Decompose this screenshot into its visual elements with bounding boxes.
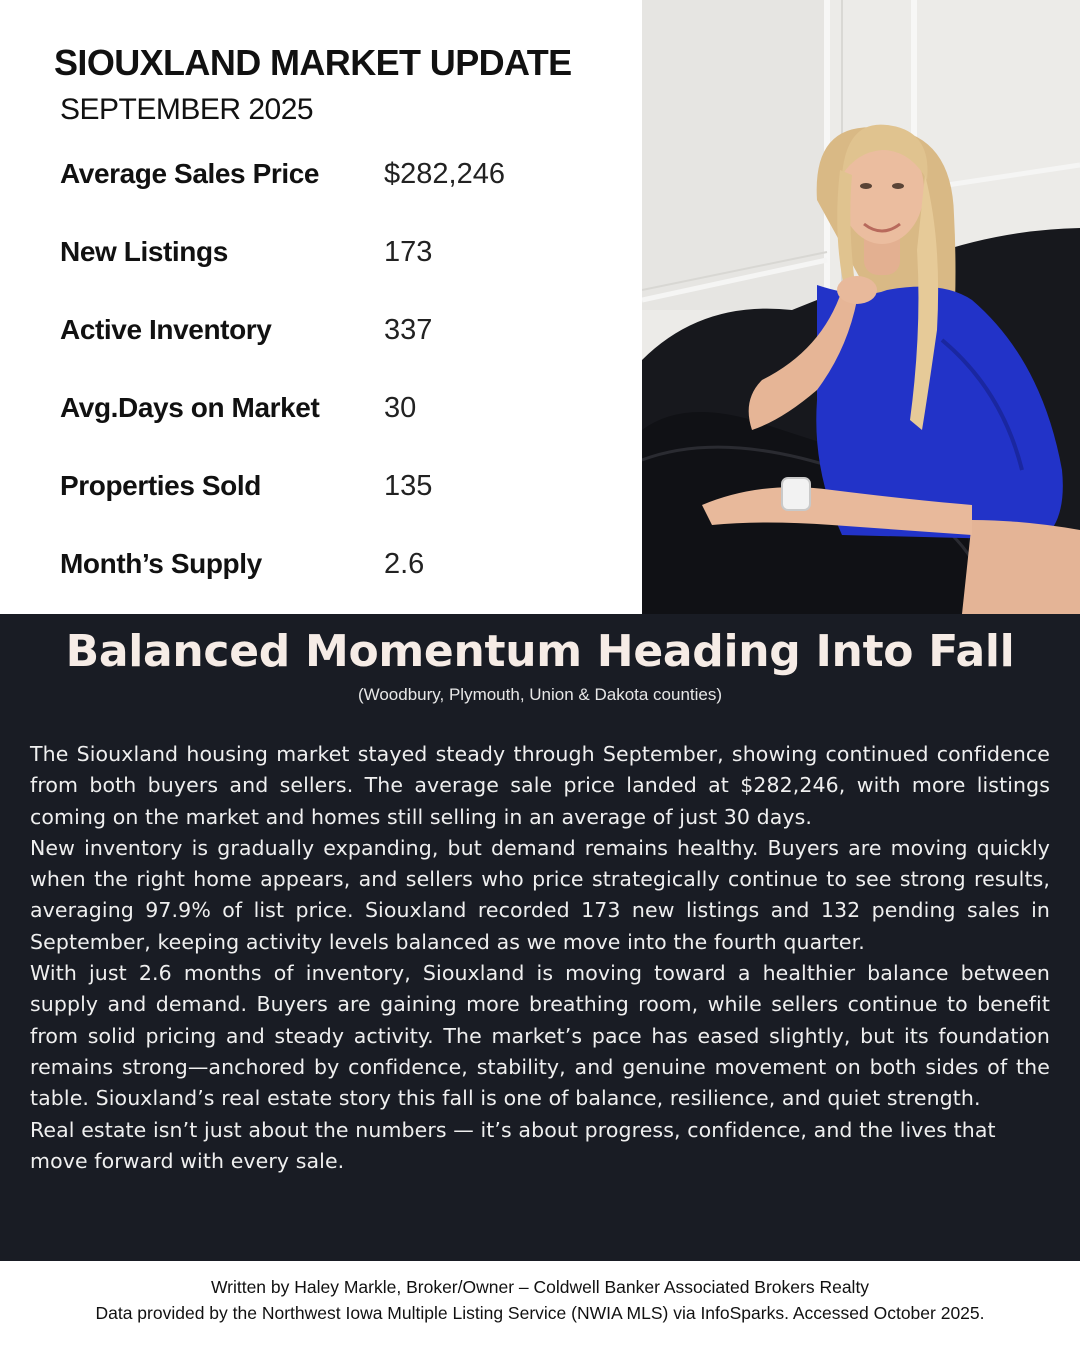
stat-value: 135: [384, 470, 433, 502]
stat-label: New Listings: [60, 236, 228, 267]
article-section: [0, 614, 1080, 1261]
article-body: [30, 739, 1050, 1177]
stat-label: Properties Sold: [60, 470, 261, 501]
article-paragraph: With just 2.6 months of inventory, Siouxland is moving toward a healthier balance between supply and demand. Buyers are gaining more breathing room, while sellers continue to benefit from solid pricing and steady activity. The market’s pace has eased slightly, but its foundation remains strong—anchored by confidence, stability, and genuine movement on both sides of the table. Siouxland’s real estate story this fall is one of balance, resilience, and quiet strength.: [30, 961, 1050, 1111]
top-section: [0, 0, 1080, 614]
page-title: SIOUXLAND MARKET UPDATE: [54, 42, 572, 83]
stats-panel: [0, 0, 642, 614]
footer-source: Data provided by the Northwest Iowa Multiple Listing Service (NWIA MLS) via InfoSparks. Accessed October 2025.: [95, 1303, 985, 1323]
article-paragraph: Real estate isn’t just about the numbers — it’s about progress, confidence, and the lives that move forward with every sale.: [30, 1117, 996, 1173]
portrait-illustration: [642, 0, 1080, 614]
article-region: (Woodbury, Plymouth, Union & Dakota counties): [357, 685, 723, 704]
stat-properties-sold: [60, 470, 620, 510]
stat-value: 30: [384, 392, 417, 424]
footer-author: Written by Haley Markle, Broker/Owner – Coldwell Banker Associated Brokers Realty: [210, 1277, 870, 1297]
stat-label: Month’s Supply: [60, 548, 262, 579]
article-paragraph: New inventory is gradually expanding, but demand remains healthy. Buyers are moving quickly when the right home appears, and sellers who price strategically continue to see strong results, averaging 97.9% of list price. Siouxland recorded 173 new listings and 132 pending sales in September, keeping activity levels balanced as we move into the fourth quarter.: [30, 835, 1050, 954]
stat-average-sales-price: [60, 158, 620, 198]
page-subtitle: SEPTEMBER 2025: [60, 93, 314, 126]
portrait-photo: [642, 0, 1080, 614]
stat-label: Average Sales Price: [60, 158, 320, 189]
article-paragraph: The Siouxland housing market stayed steady through September, showing continued confidence from both buyers and sellers. The average sale price landed at $282,246, with more listings coming on the market and homes still selling in an average of just 30 days.: [30, 742, 1050, 829]
stat-value: 337: [384, 314, 433, 346]
footer: [0, 1261, 1080, 1350]
stat-new-listings: [60, 236, 620, 276]
stat-value: 2.6: [384, 548, 425, 580]
stat-value: 173: [384, 236, 433, 268]
stat-avg-days-on-market: [60, 392, 620, 432]
stat-value: $282,246: [384, 158, 505, 190]
stat-label: Avg.Days on Market: [60, 392, 320, 423]
stat-months-supply: [60, 548, 620, 588]
article-headline: Balanced Momentum Heading Into Fall: [65, 626, 1015, 677]
stat-active-inventory: [60, 314, 620, 354]
stat-label: Active Inventory: [60, 314, 272, 345]
